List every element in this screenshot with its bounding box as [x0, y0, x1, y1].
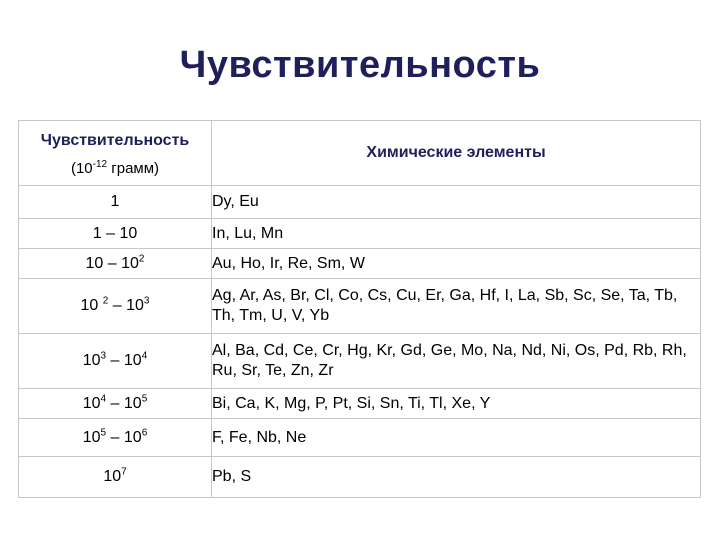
range-exponent: 3 [100, 350, 107, 362]
table-row [19, 279, 701, 334]
range-text: 10 [123, 394, 142, 412]
slide-title: Чувствительность [179, 44, 541, 86]
range-cell [19, 249, 212, 279]
range-exponent: 4 [141, 350, 148, 362]
unit-exponent: -12 [92, 158, 108, 170]
range-separator: – [106, 394, 124, 412]
range-text: 10 [126, 297, 144, 314]
range-cell [19, 186, 212, 219]
header-elements: Химические элементы [212, 121, 701, 186]
range-exponent: 5 [100, 427, 107, 439]
range-text: 10 [123, 428, 142, 446]
table-row [19, 334, 701, 389]
unit-prefix: (10 [70, 159, 93, 177]
sensitivity-table [18, 120, 701, 498]
range-cell [19, 457, 212, 498]
range-text: 10 [123, 352, 142, 369]
table-row [19, 419, 701, 457]
range-cell [19, 219, 212, 249]
range-separator: – [108, 297, 127, 314]
range-exponent: 3 [143, 295, 150, 307]
range-cell [19, 389, 212, 419]
range-separator: – [106, 428, 124, 446]
range-text: 10 [82, 428, 101, 446]
elements-cell: Au, Ho, Ir, Re, Sm, W [212, 249, 701, 279]
range-text: 10 [103, 468, 122, 485]
elements-cell: Pb, S [212, 457, 701, 498]
range-exponent: 2 [102, 295, 109, 307]
range-exponent: 5 [141, 393, 148, 405]
table-row [19, 389, 701, 419]
range-text: 10 – 10 [85, 254, 139, 272]
table-row [19, 219, 701, 249]
range-exponent: 7 [121, 466, 127, 478]
range-cell [19, 334, 212, 389]
elements-cell: Al, Ba, Cd, Ce, Cr, Hg, Kr, Gd, Ge, Mo, Na, Nd, Ni, Os, Pd, Rb, Rh, Ru, Sr, Te, Zn, Zr [212, 334, 701, 389]
range-text: 1 – 10 [92, 224, 138, 242]
range-text: 10 [82, 352, 101, 369]
header-sensitivity-label: Чувствительность [40, 131, 190, 149]
elements-cell: F, Fe, Nb, Ne [212, 419, 701, 457]
table-row [19, 249, 701, 279]
header-sensitivity [19, 121, 212, 186]
range-exponent: 2 [138, 253, 145, 265]
range-text: 10 [82, 394, 101, 412]
table-row [19, 186, 701, 219]
table-header-row [19, 121, 701, 186]
range-text: 10 [80, 297, 103, 314]
range-separator: – [106, 352, 124, 369]
elements-cell: Ag, Ar, As, Br, Cl, Co, Cs, Cu, Er, Ga, Hf, I, La, Sb, Sc, Se, Ta, Tb, Th, Tm, U, V, Yb [212, 279, 701, 334]
range-cell [19, 279, 212, 334]
unit-suffix: грамм) [107, 159, 160, 177]
elements-cell: In, Lu, Mn [212, 219, 701, 249]
range-exponent: 4 [100, 393, 107, 405]
table-row [19, 457, 701, 498]
range-text: 1 [110, 193, 120, 210]
range-exponent: 6 [141, 427, 148, 439]
elements-cell: Dy, Eu [212, 186, 701, 219]
header-sensitivity-unit [19, 160, 211, 177]
range-cell [19, 419, 212, 457]
elements-cell: Bi, Ca, K, Mg, P, Pt, Si, Sn, Ti, Tl, Xe, Y [212, 389, 701, 419]
